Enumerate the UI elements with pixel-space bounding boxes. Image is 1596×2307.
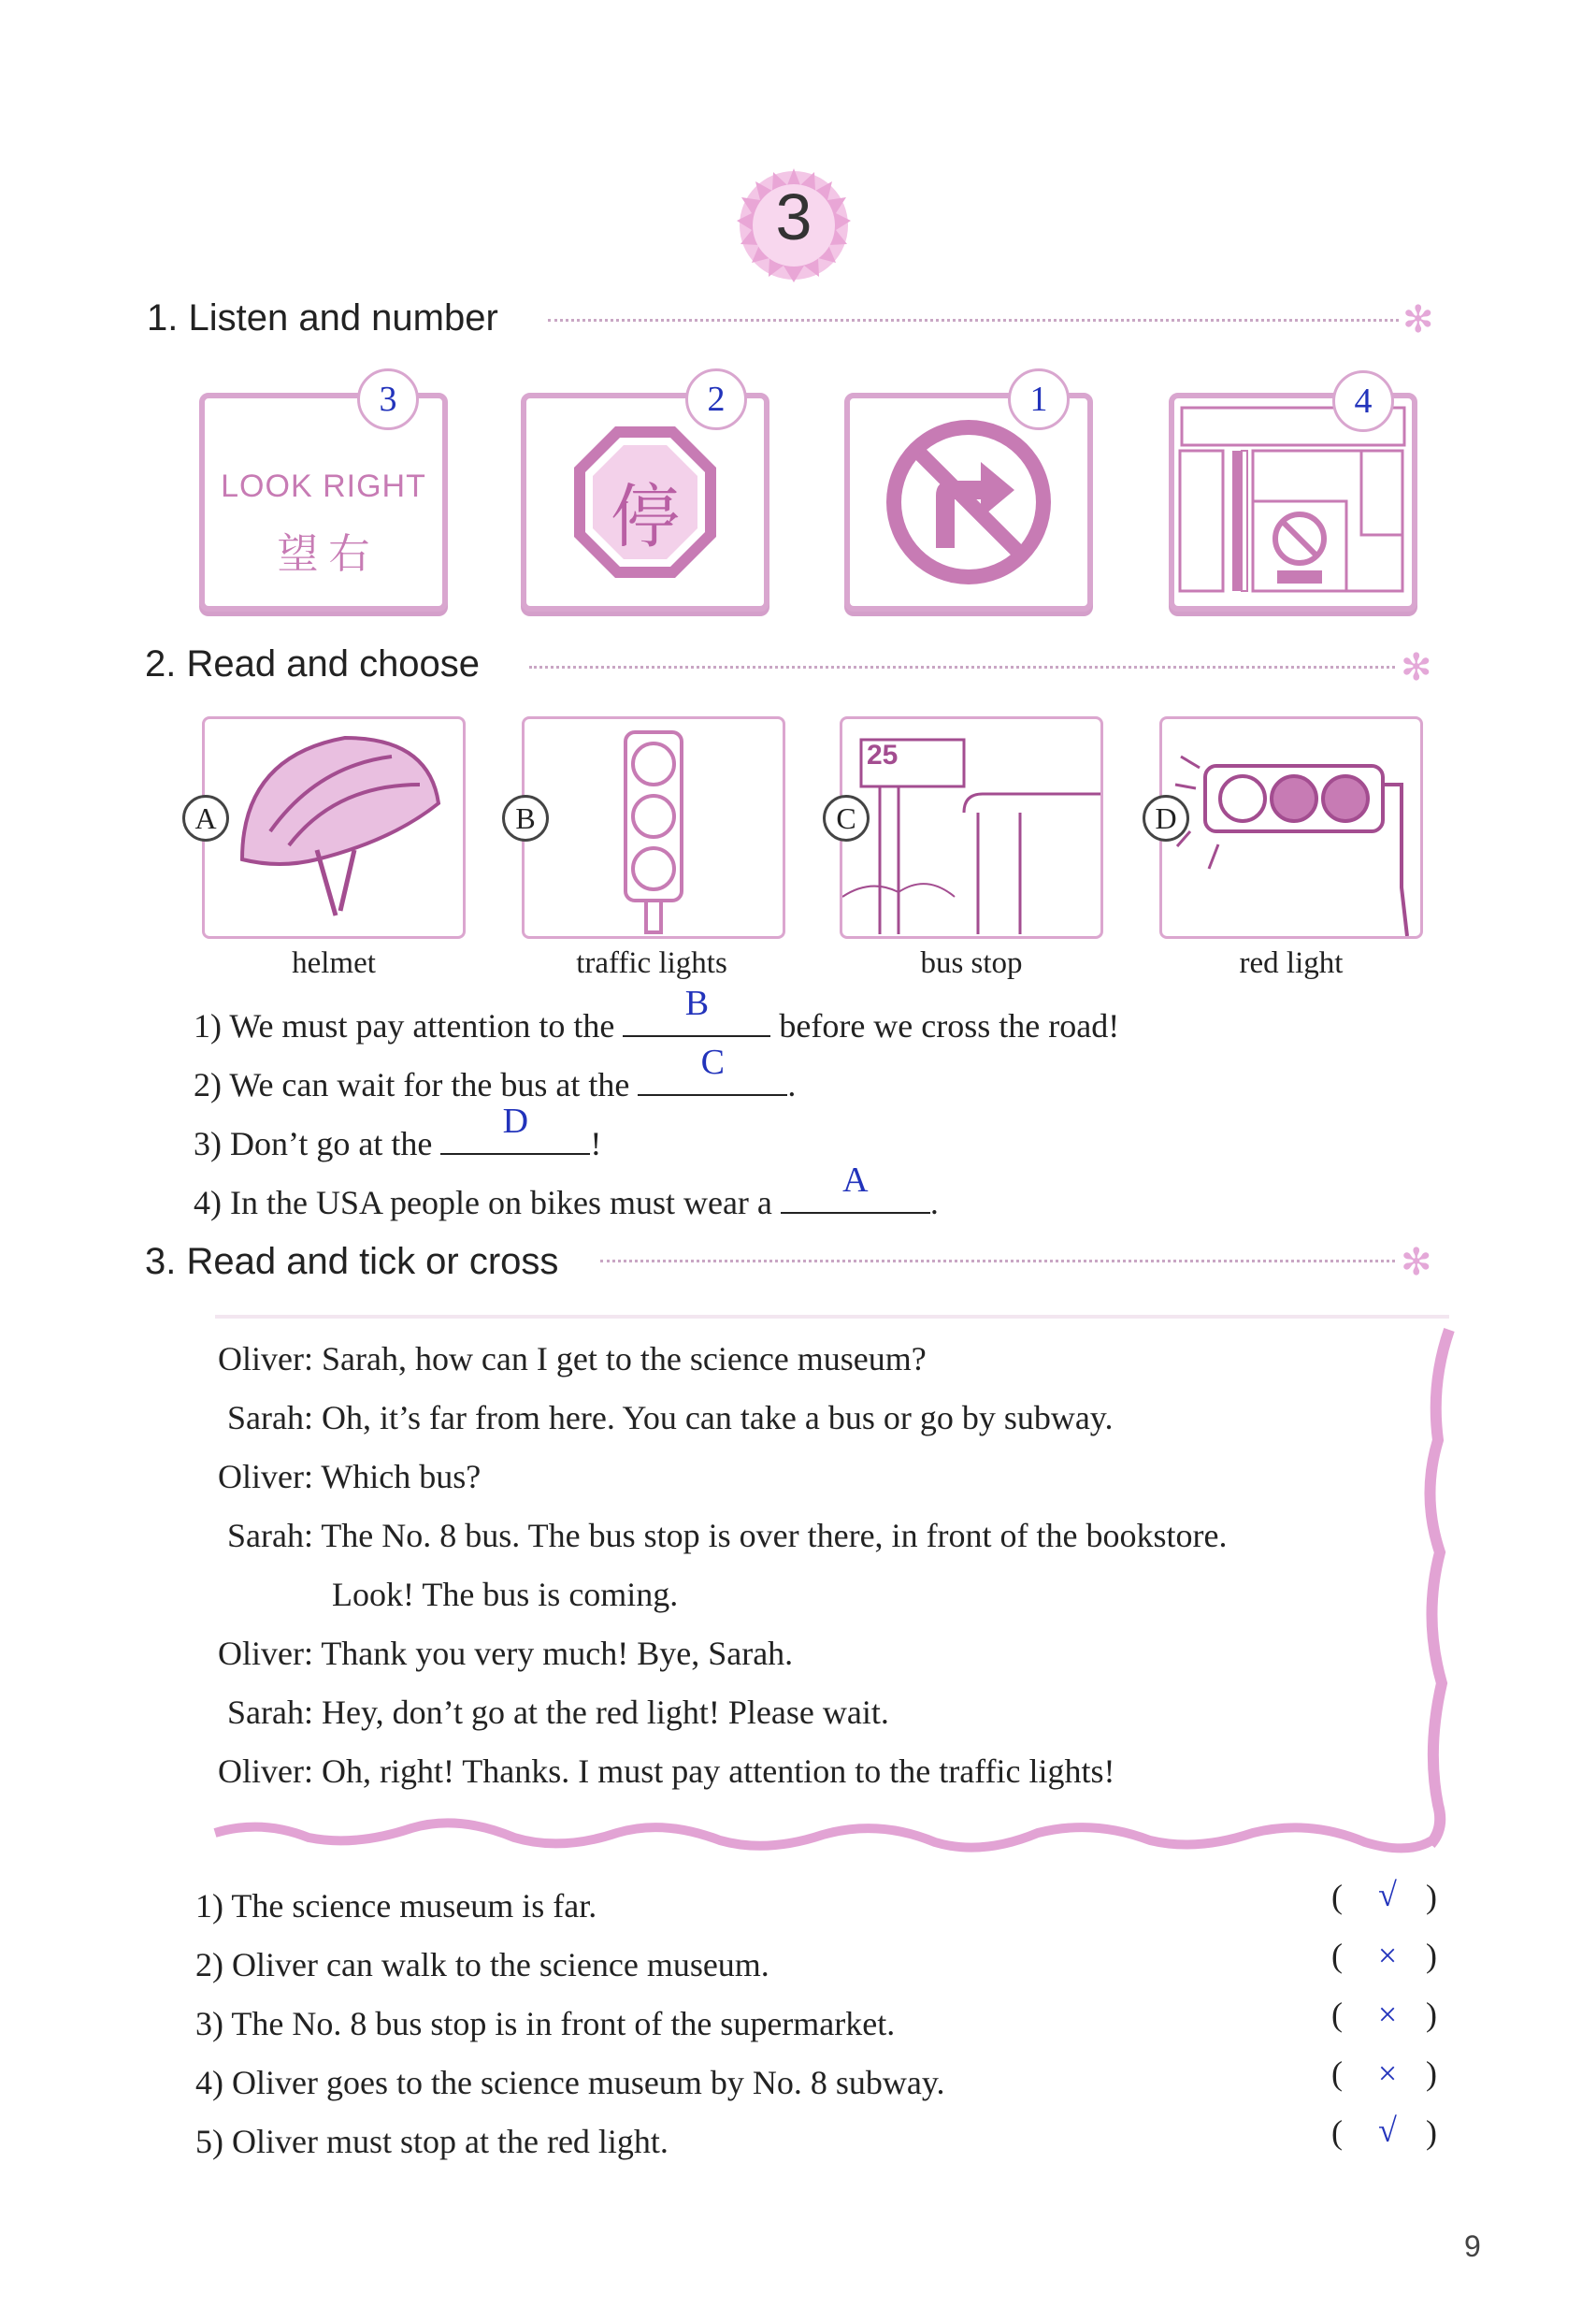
answer-circle-3: 1 bbox=[1008, 368, 1070, 430]
helmet-icon bbox=[205, 719, 463, 936]
no-right-turn-icon bbox=[850, 398, 1087, 606]
statement-3: 3) The No. 8 bus stop is in front of the supermarket. bbox=[195, 2005, 896, 2042]
section2-title: 2. Read and choose bbox=[145, 643, 481, 685]
dialogue-line-4: Sarah: The No. 8 bus. The bus stop is over there, in front of the bookstore. bbox=[227, 1517, 1228, 1554]
caption-traffic-lights: traffic lights bbox=[576, 946, 727, 980]
unit-badge bbox=[735, 166, 853, 284]
dialogue-line-7: Sarah: Hey, don’t go at the red light! Please wait. bbox=[227, 1694, 889, 1731]
stop-sign-text: 停 bbox=[611, 480, 680, 556]
page-number: 9 bbox=[1464, 2229, 1481, 2263]
sign-card-look-right bbox=[199, 393, 448, 612]
paren-close-2: ) bbox=[1426, 1937, 1437, 1974]
question-3: 3) Don’t go at the D ! bbox=[194, 1102, 602, 1162]
caption-bus-stop: bus stop bbox=[920, 946, 1023, 980]
dialogue-line-1: Oliver: Sarah, how can I get to the science museum? bbox=[218, 1340, 927, 1377]
section3-title: 3. Read and tick or cross bbox=[145, 1241, 559, 1282]
option-letter-a: A bbox=[182, 795, 229, 842]
section2-divider bbox=[529, 666, 1395, 669]
dialogue-line-3: Oliver: Which bus? bbox=[218, 1458, 482, 1495]
option-letter-b: B bbox=[502, 795, 549, 842]
dialogue-line-5: Look! The bus is coming. bbox=[332, 1576, 679, 1613]
picture-traffic-lights bbox=[522, 716, 785, 939]
red-light-icon bbox=[1162, 719, 1420, 936]
sign-text-en: LOOK RIGHT bbox=[221, 469, 426, 504]
mark-3[interactable]: × bbox=[1377, 1996, 1398, 2033]
section1-star-icon: ✻ bbox=[1402, 298, 1434, 340]
paren-close-5: ) bbox=[1426, 2113, 1437, 2151]
sign-card-no-right-turn bbox=[844, 393, 1093, 612]
bus-stop-number: 25 bbox=[867, 740, 899, 771]
answer-blank-2[interactable]: C bbox=[638, 1062, 787, 1096]
question-1: 1) We must pay attention to the B before we cross the road! bbox=[194, 984, 1120, 1045]
dialogue-line-6: Oliver: Thank you very much! Bye, Sarah. bbox=[218, 1635, 794, 1672]
option-letter-c: C bbox=[823, 795, 870, 842]
paren-open-3: ( bbox=[1331, 1996, 1343, 2033]
mark-5[interactable]: √ bbox=[1378, 2112, 1397, 2149]
mark-2[interactable]: × bbox=[1377, 1937, 1398, 1974]
answer-circle-1: 3 bbox=[357, 368, 419, 430]
section1-divider bbox=[548, 319, 1399, 322]
traffic-lights-icon bbox=[525, 719, 783, 936]
section3-star-icon: ✻ bbox=[1401, 1241, 1432, 1283]
unit-number: 3 bbox=[775, 180, 812, 253]
mark-1[interactable]: √ bbox=[1378, 1876, 1397, 1913]
answer-blank-4[interactable]: A bbox=[781, 1180, 930, 1214]
question-4: 4) In the USA people on bikes must wear a A . bbox=[194, 1161, 939, 1221]
statement-5: 5) Oliver must stop at the red light. bbox=[195, 2123, 669, 2160]
section2-star-icon: ✻ bbox=[1401, 646, 1432, 688]
paren-close-4: ) bbox=[1426, 2055, 1437, 2092]
caption-helmet: helmet bbox=[292, 946, 376, 980]
statement-4: 4) Oliver goes to the science museum by No. 8 subway. bbox=[195, 2064, 945, 2101]
answer-circle-2: 2 bbox=[685, 368, 747, 430]
option-letter-d: D bbox=[1143, 795, 1189, 842]
section3-divider bbox=[600, 1260, 1395, 1262]
paren-close-1: ) bbox=[1426, 1878, 1437, 1915]
paren-open-4: ( bbox=[1331, 2055, 1343, 2092]
sign-text-zh: 望 右 bbox=[277, 531, 370, 577]
caption-red-light: red light bbox=[1239, 946, 1344, 980]
paren-open-2: ( bbox=[1331, 1937, 1343, 1974]
picture-helmet bbox=[202, 716, 466, 939]
question-2: 2) We can wait for the bus at the C . bbox=[194, 1043, 797, 1103]
answer-circle-4: 4 bbox=[1332, 370, 1394, 432]
paren-close-3: ) bbox=[1426, 1996, 1437, 2033]
statement-1: 1) The science museum is far. bbox=[195, 1887, 597, 1925]
mark-4[interactable]: × bbox=[1377, 2055, 1398, 2092]
paren-open-5: ( bbox=[1331, 2113, 1343, 2151]
paren-open-1: ( bbox=[1331, 1878, 1343, 1915]
answer-blank-1[interactable]: B bbox=[623, 1003, 770, 1037]
picture-bus-stop bbox=[840, 716, 1103, 939]
answer-blank-3[interactable]: D bbox=[440, 1121, 590, 1155]
dialogue-line-8: Oliver: Oh, right! Thanks. I must pay attention to the traffic lights! bbox=[218, 1752, 1115, 1790]
section1-title: 1. Listen and number bbox=[147, 297, 498, 339]
statement-2: 2) Oliver can walk to the science museum. bbox=[195, 1946, 769, 1983]
subway-no-touch-icon bbox=[1174, 398, 1412, 606]
picture-red-light bbox=[1159, 716, 1423, 939]
dialogue-line-2: Sarah: Oh, it’s far from here. You can take a bus or go by subway. bbox=[227, 1399, 1114, 1436]
